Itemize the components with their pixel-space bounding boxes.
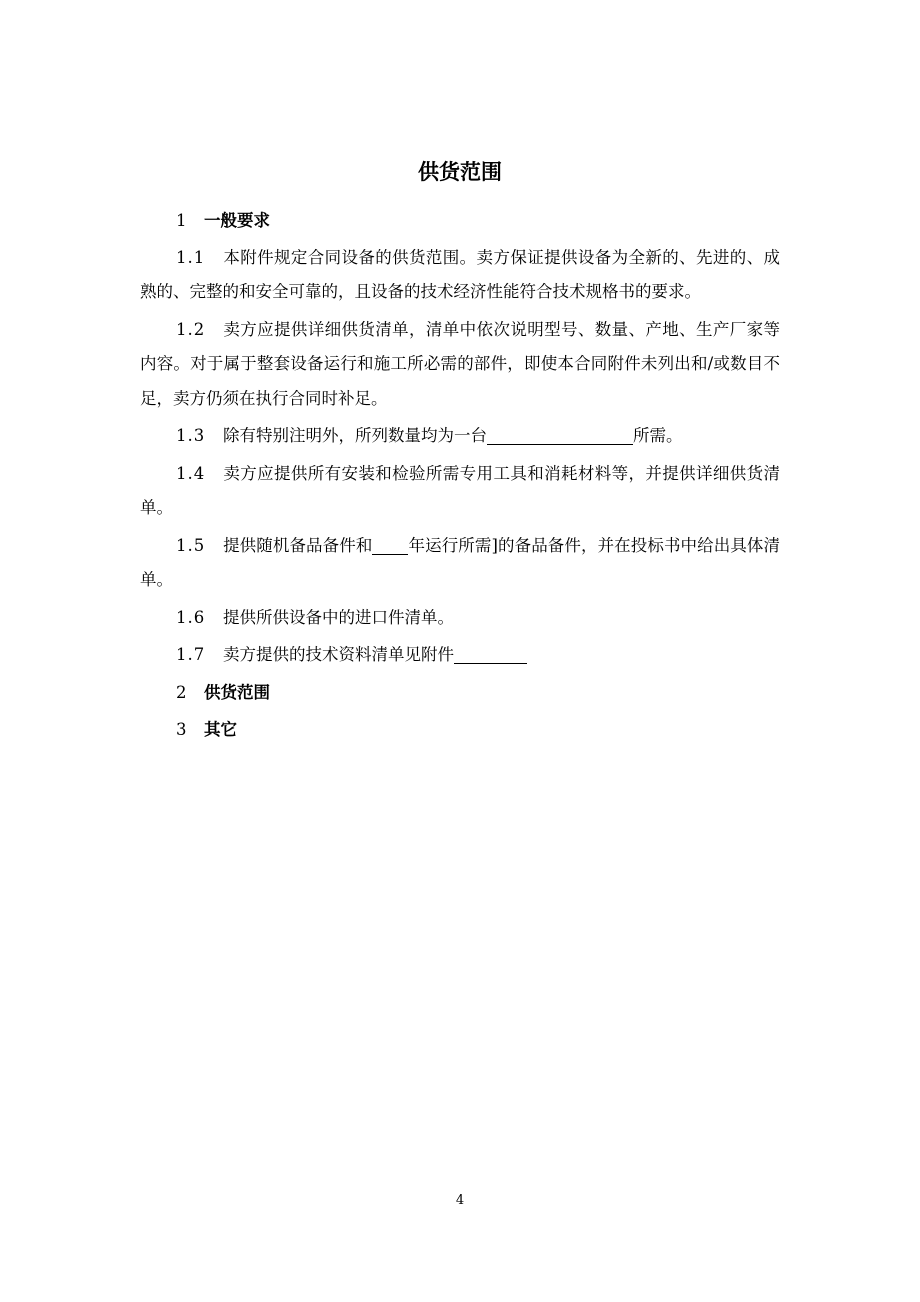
clause-text-after: 所需。 bbox=[633, 426, 683, 445]
clause-text: 提供所供设备中的进口件清单。 bbox=[223, 607, 454, 627]
clause-number: 1.5 bbox=[176, 535, 206, 555]
fill-in-blank bbox=[454, 643, 527, 664]
clause-1-2 bbox=[140, 311, 780, 418]
clause-text: 卖方提供的技术资料清单见附件 bbox=[223, 645, 454, 664]
section-1-heading bbox=[140, 202, 780, 239]
clause-1-5 bbox=[140, 527, 780, 599]
clause-text: 卖方应提供详细供货清单，清单中依次说明型号、数量、产地、生产厂家等内容。对于属于整套设备运行和施工所必需的部件，即使本合同附件未列出和/或数目不足，卖方仍须在执行合同时补足。 bbox=[140, 319, 780, 408]
document-body bbox=[140, 202, 780, 748]
clause-1-7 bbox=[140, 637, 780, 675]
clause-text: 除有特别注明外，所列数量均为一台 bbox=[223, 426, 487, 445]
page-title: 供货范围 bbox=[418, 160, 502, 184]
section-3-number: 3 bbox=[176, 720, 187, 739]
clause-1-1 bbox=[140, 239, 780, 311]
clause-text: 卖方应提供所有安装和检验所需专用工具和消耗材料等，并提供详细供货清单。 bbox=[140, 463, 780, 517]
clause-number: 1.4 bbox=[176, 463, 206, 483]
section-3-heading bbox=[140, 711, 780, 748]
section-1-title: 一般要求 bbox=[204, 211, 270, 230]
fill-in-blank bbox=[372, 534, 408, 555]
section-2-number: 2 bbox=[176, 683, 187, 702]
clause-1-6 bbox=[140, 599, 780, 637]
clause-text: 提供随机备品备件和 bbox=[223, 535, 373, 555]
clause-text-after: 年运行所需]的备品备件，并在投标书中给出具体清单。 bbox=[140, 535, 781, 589]
section-1-number: 1 bbox=[176, 211, 187, 230]
section-2-heading bbox=[140, 674, 780, 711]
section-3-title: 其它 bbox=[204, 720, 237, 739]
clause-number: 1.2 bbox=[176, 319, 206, 339]
clause-number: 1.1 bbox=[176, 247, 206, 267]
clause-number: 1.3 bbox=[176, 426, 206, 445]
page-number: 4 bbox=[455, 1193, 465, 1208]
clause-text: 本附件规定合同设备的供货范围。卖方保证提供设备为全新的、先进的、成熟的、完整的和安全可靠的，且设备的技术经济性能符合技术规格书的要求。 bbox=[140, 247, 780, 301]
clause-number: 1.6 bbox=[176, 607, 206, 627]
section-2-title: 供货范围 bbox=[204, 683, 270, 702]
fill-in-blank bbox=[487, 424, 633, 445]
clause-1-4 bbox=[140, 455, 780, 527]
clause-number: 1.7 bbox=[176, 645, 206, 664]
clause-1-3 bbox=[140, 418, 780, 456]
